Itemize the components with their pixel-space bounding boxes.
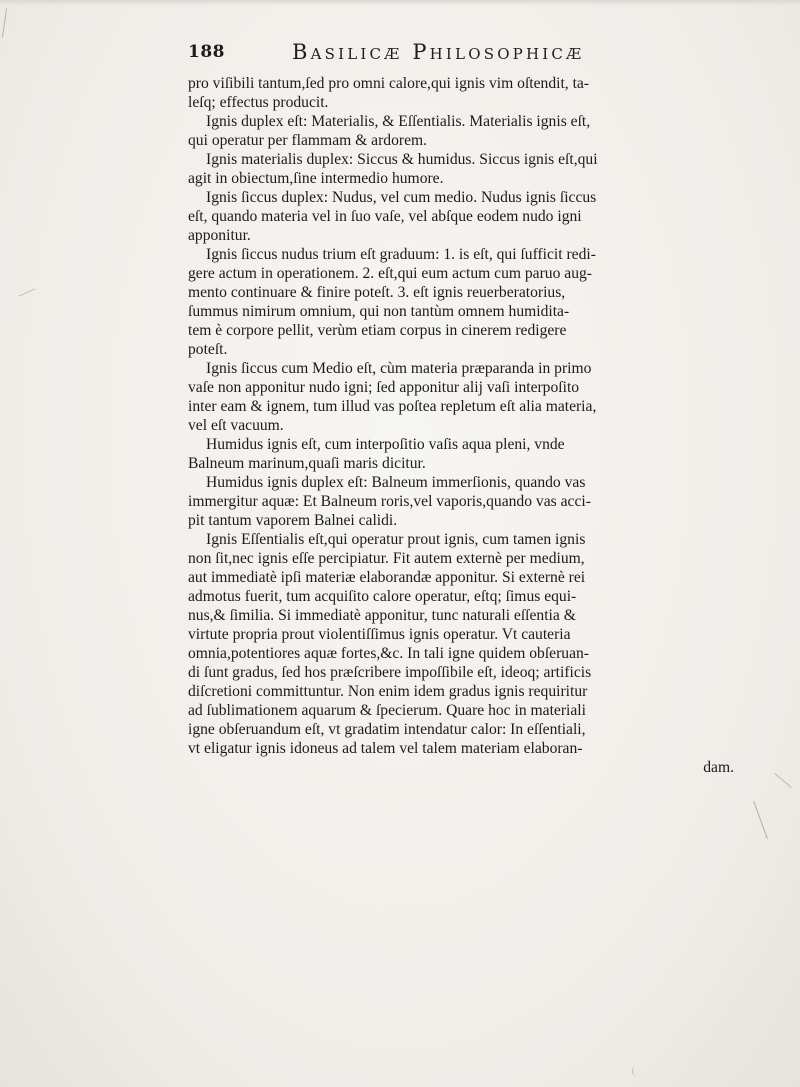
text-line: Humidus ignis duplex eſt: Balneum immerſionis, quando vas bbox=[206, 474, 586, 491]
text-line: Ignis ſiccus nudus trium eſt graduum: 1. is eſt, qui ſufficit redi- bbox=[206, 246, 596, 263]
text-line: agit in obiectum,ſine intermedio humore. bbox=[188, 170, 444, 187]
text-line: tem è corpore pellit, verùm etiam corpus in cinerem redigere bbox=[188, 322, 567, 339]
page-edge-shadow bbox=[0, 0, 800, 6]
text-line: vaſe non apponitur nudo igni; ſed apponitur alij vaſi interpoſito bbox=[188, 379, 580, 396]
page-number: 188 bbox=[188, 42, 225, 62]
text-line: aut immediatè ipſi materiæ elaborandæ apponitur. Si externè rei bbox=[188, 569, 586, 586]
text-line: di ſunt gradus, ſed hos præſcribere impoſſibile eſt, ideoq; artificis bbox=[188, 664, 592, 681]
body-text bbox=[188, 74, 758, 777]
margin-mark bbox=[19, 288, 36, 296]
margin-mark bbox=[632, 1066, 639, 1076]
text-line: qui operatur per flammam & ardorem. bbox=[188, 132, 428, 149]
text-line: immergitur aquæ: Et Balneum roris,vel vaporis,quando vas acci- bbox=[188, 493, 591, 510]
text-line: poteſt. bbox=[188, 341, 228, 358]
text-line: inter eam & ignem, tum illud vas poſtea repletum eſt alia materia, bbox=[188, 398, 597, 415]
text-line: eſt, quando materia vel in ſuo vaſe, vel abſque eodem nudo igni bbox=[188, 208, 582, 225]
margin-mark bbox=[753, 801, 768, 839]
text-line: igne obſeruandum eſt, vt gradatim intendatur calor: In eſſentiali, bbox=[188, 721, 586, 738]
text-line: pro viſibili tantum,ſed pro omni calore,qui ignis vim oſtendit, ta- bbox=[188, 75, 590, 92]
text-line: leſq; effectus producit. bbox=[188, 94, 329, 111]
page-header bbox=[188, 36, 748, 76]
text-line: dam. bbox=[703, 759, 734, 776]
text-line: apponitur. bbox=[188, 227, 251, 244]
text-line: pit tantum vaporem Balnei calidi. bbox=[188, 512, 398, 529]
margin-mark bbox=[2, 8, 7, 38]
text-line: Ignis ſiccus cum Medio eſt, cùm materia præparanda in primo bbox=[206, 360, 592, 377]
text-line: diſcretioni committuntur. Non enim idem gradus ignis requiritur bbox=[188, 683, 588, 700]
text-line: non ſit,nec ignis eſſe percipiatur. Fit autem externè per medium, bbox=[188, 550, 585, 567]
text-line: Ignis materialis duplex: Siccus & humidus. Siccus ignis eſt,qui bbox=[206, 151, 598, 168]
text-line: Ignis duplex eſt: Materialis, & Eſſentialis. Materialis ignis eſt, bbox=[206, 113, 591, 130]
text-line: omnia,potentiores aquæ fortes,&c. In tali igne quidem obſeruan- bbox=[188, 645, 589, 662]
text-line: ad ſublimationem aquarum & ſpecierum. Quare hoc in materiali bbox=[188, 702, 586, 719]
text-line: gere actum in operationem. 2. eſt,qui eum actum cum paruo aug- bbox=[188, 265, 592, 282]
text-line: vt eligatur ignis idoneus ad talem vel talem materiam elaboran- bbox=[188, 740, 583, 757]
margin-mark bbox=[774, 773, 791, 788]
text-line: Ignis Eſſentialis eſt,qui operatur prout ignis, cum tamen ignis bbox=[206, 531, 586, 548]
text-line: admotus fuerit, tum acquiſito calore operatur, eſtq; ſimus equi- bbox=[188, 588, 577, 605]
running-title: Basilicæ Philosophicæ bbox=[292, 40, 585, 64]
text-line: ſummus nimirum omnium, qui non tantùm omnem humidita- bbox=[188, 303, 570, 320]
text-line: mento continuare & finire poteſt. 3. eſt ignis reuerberatorius, bbox=[188, 284, 566, 301]
text-line: Ignis ſiccus duplex: Nudus, vel cum medio. Nudus ignis ſiccus bbox=[206, 189, 597, 206]
text-line: Humidus ignis eſt, cum interpoſitio vaſis aqua pleni, vnde bbox=[206, 436, 565, 453]
text-line: virtute propria prout violentiſſimus ignis operatur. Vt cauteria bbox=[188, 626, 571, 643]
text-line: nus,& ſimilia. Si immediatè apponitur, tunc naturali eſſentia & bbox=[188, 607, 576, 624]
text-line: vel eſt vacuum. bbox=[188, 417, 284, 434]
text-line: Balneum marinum,quaſi maris dicitur. bbox=[188, 455, 426, 472]
